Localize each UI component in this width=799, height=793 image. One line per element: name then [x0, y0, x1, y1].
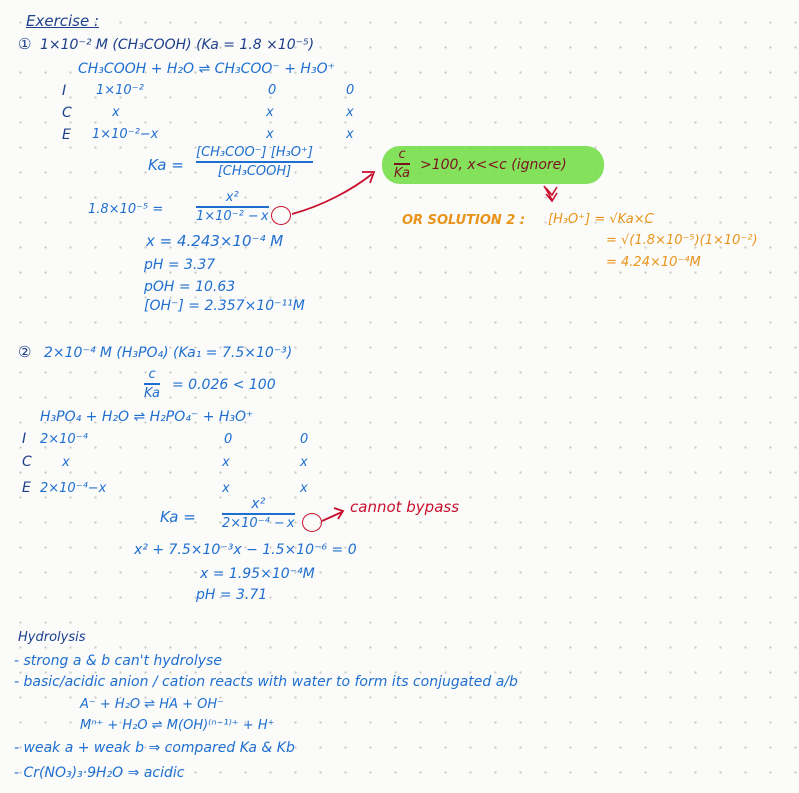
q1-result-poh: pOH = 10.63: [144, 279, 236, 295]
q1-ice-c-col1: x: [112, 105, 120, 120]
q1-sub-den-const: 1×10⁻² −: [196, 208, 259, 224]
q2-ka-den-x: x: [286, 515, 295, 531]
q1-ka-lhs: Ka =: [148, 156, 184, 174]
q1-ice-e-col3: x: [346, 127, 354, 142]
q1-ice-e-col1: 1×10⁻²−x: [92, 127, 159, 142]
approximation-denominator: Ka: [394, 165, 411, 181]
q1-result-oh: [OH⁻] = 2.357×10⁻¹¹M: [144, 298, 305, 314]
q1-ice-label-i: I: [62, 83, 67, 99]
q1-ka-denominator: [CH₃COOH]: [217, 163, 292, 179]
q2-ice-label-i: I: [22, 431, 27, 447]
q2-check-rhs: = 0.026 < 100: [172, 377, 276, 393]
q1-ice-c-col3: x: [346, 105, 354, 120]
q2-quadratic: x² + 7.5×10⁻³x − 1.5×10⁻⁶ = 0: [134, 542, 357, 558]
solution2-line3: = 4.24×10⁻⁴M: [606, 255, 701, 270]
approximation-numerator: c: [398, 147, 406, 162]
q1-ice-i-col3: 0: [346, 83, 355, 98]
q1-ice-i-col2: 0: [268, 83, 277, 98]
q1-ka-numerator: [CH₃COO⁻] [H₃O⁺]: [196, 145, 313, 160]
q2-ice-c-col3: x: [300, 455, 308, 470]
q2-ice-i-col3: 0: [300, 432, 309, 447]
approximation-text: >100, x<<c (ignore): [420, 157, 567, 173]
q2-note: cannot bypass: [350, 498, 460, 516]
hydrolysis-line3: - weak a + weak b ⇒ compared Ka & Kb: [14, 740, 295, 756]
q2-reaction: H₃PO₄ + H₂O ⇌ H₂PO₄⁻ + H₃O⁺: [40, 409, 254, 425]
q1-result-x: x = 4.243×10⁻⁴ M: [146, 232, 284, 250]
page-title: Exercise :: [26, 12, 100, 30]
q2-check-numerator: c: [148, 367, 156, 382]
solution2-arrowhead-b: [546, 187, 557, 195]
q2-result-ph: pH = 3.71: [196, 587, 268, 603]
solution2-label: OR SOLUTION 2 :: [402, 213, 526, 228]
q2-check-denominator: Ka: [144, 385, 161, 401]
q1-arrow-to-approximation: [292, 174, 372, 214]
q2-ice-label-e: E: [22, 480, 31, 496]
q2-number: ②: [18, 343, 32, 361]
solution2-line2: = √(1.8×10⁻⁵)(1×10⁻²): [606, 233, 758, 248]
q2-ice-c-col1: x: [62, 455, 70, 470]
hydrolysis-line4: - Cr(NO₃)₃·9H₂O ⇒ acidic: [14, 765, 185, 781]
q2-ka-numerator: x²: [251, 496, 266, 512]
hydrolysis-eq1: A⁻ + H₂O ⇌ HA + OH⁻: [80, 697, 224, 712]
q2-ice-e-col2: x: [222, 481, 230, 496]
q1-ice-i-col1: 1×10⁻²: [96, 83, 144, 98]
q2-ice-e-col3: x: [300, 481, 308, 496]
q1-ice-label-e: E: [62, 127, 71, 143]
q1-sub-lhs: 1.8×10⁻⁵ =: [88, 202, 164, 217]
q2-ice-e-col1: 2×10⁻⁴−x: [40, 481, 107, 496]
solution2-line1: [H₃O⁺] = √Ka×C: [548, 212, 654, 227]
q1-sub-numerator: x²: [225, 190, 239, 205]
q1-reaction: CH₃COOH + H₂O ⇌ CH₃COO⁻ + H₃O⁺: [78, 61, 335, 77]
hydrolysis-line2: - basic/acidic anion / cation reacts with water to form its conjugated a/b: [14, 674, 518, 690]
q2-ice-c-col2: x: [222, 455, 230, 470]
q2-header: 2×10⁻⁴ M (H₃PO₄) (Ka₁ = 7.5×10⁻³): [44, 345, 293, 361]
q1-ice-e-col2: x: [266, 127, 274, 142]
q2-ice-label-c: C: [22, 454, 32, 470]
hydrolysis-line1: - strong a & b can't hydrolyse: [14, 653, 222, 669]
q2-ka-lhs: Ka =: [160, 508, 196, 526]
hydrolysis-eq2: Mⁿ⁺ + H₂O ⇌ M(OH)⁽ⁿ⁻¹⁾⁺ + H⁺: [80, 718, 275, 733]
hydrolysis-title: Hydrolysis: [18, 630, 86, 645]
q1-ice-c-col2: x: [266, 105, 274, 120]
q1-sub-den-x: x: [260, 208, 269, 224]
q2-ka-den-const: 2×10⁻⁴ −: [222, 515, 285, 531]
q1-ice-label-c: C: [62, 105, 72, 121]
q1-result-ph: pH = 3.37: [144, 257, 216, 273]
q2-ice-i-col2: 0: [224, 432, 233, 447]
q1-header: 1×10⁻² M (CH₃COOH) (Ka = 1.8 ×10⁻⁵): [40, 37, 315, 53]
q1-number: ①: [18, 35, 32, 53]
q2-ice-i-col1: 2×10⁻⁴: [40, 432, 88, 447]
q2-result-x: x = 1.95×10⁻⁴M: [200, 566, 315, 582]
